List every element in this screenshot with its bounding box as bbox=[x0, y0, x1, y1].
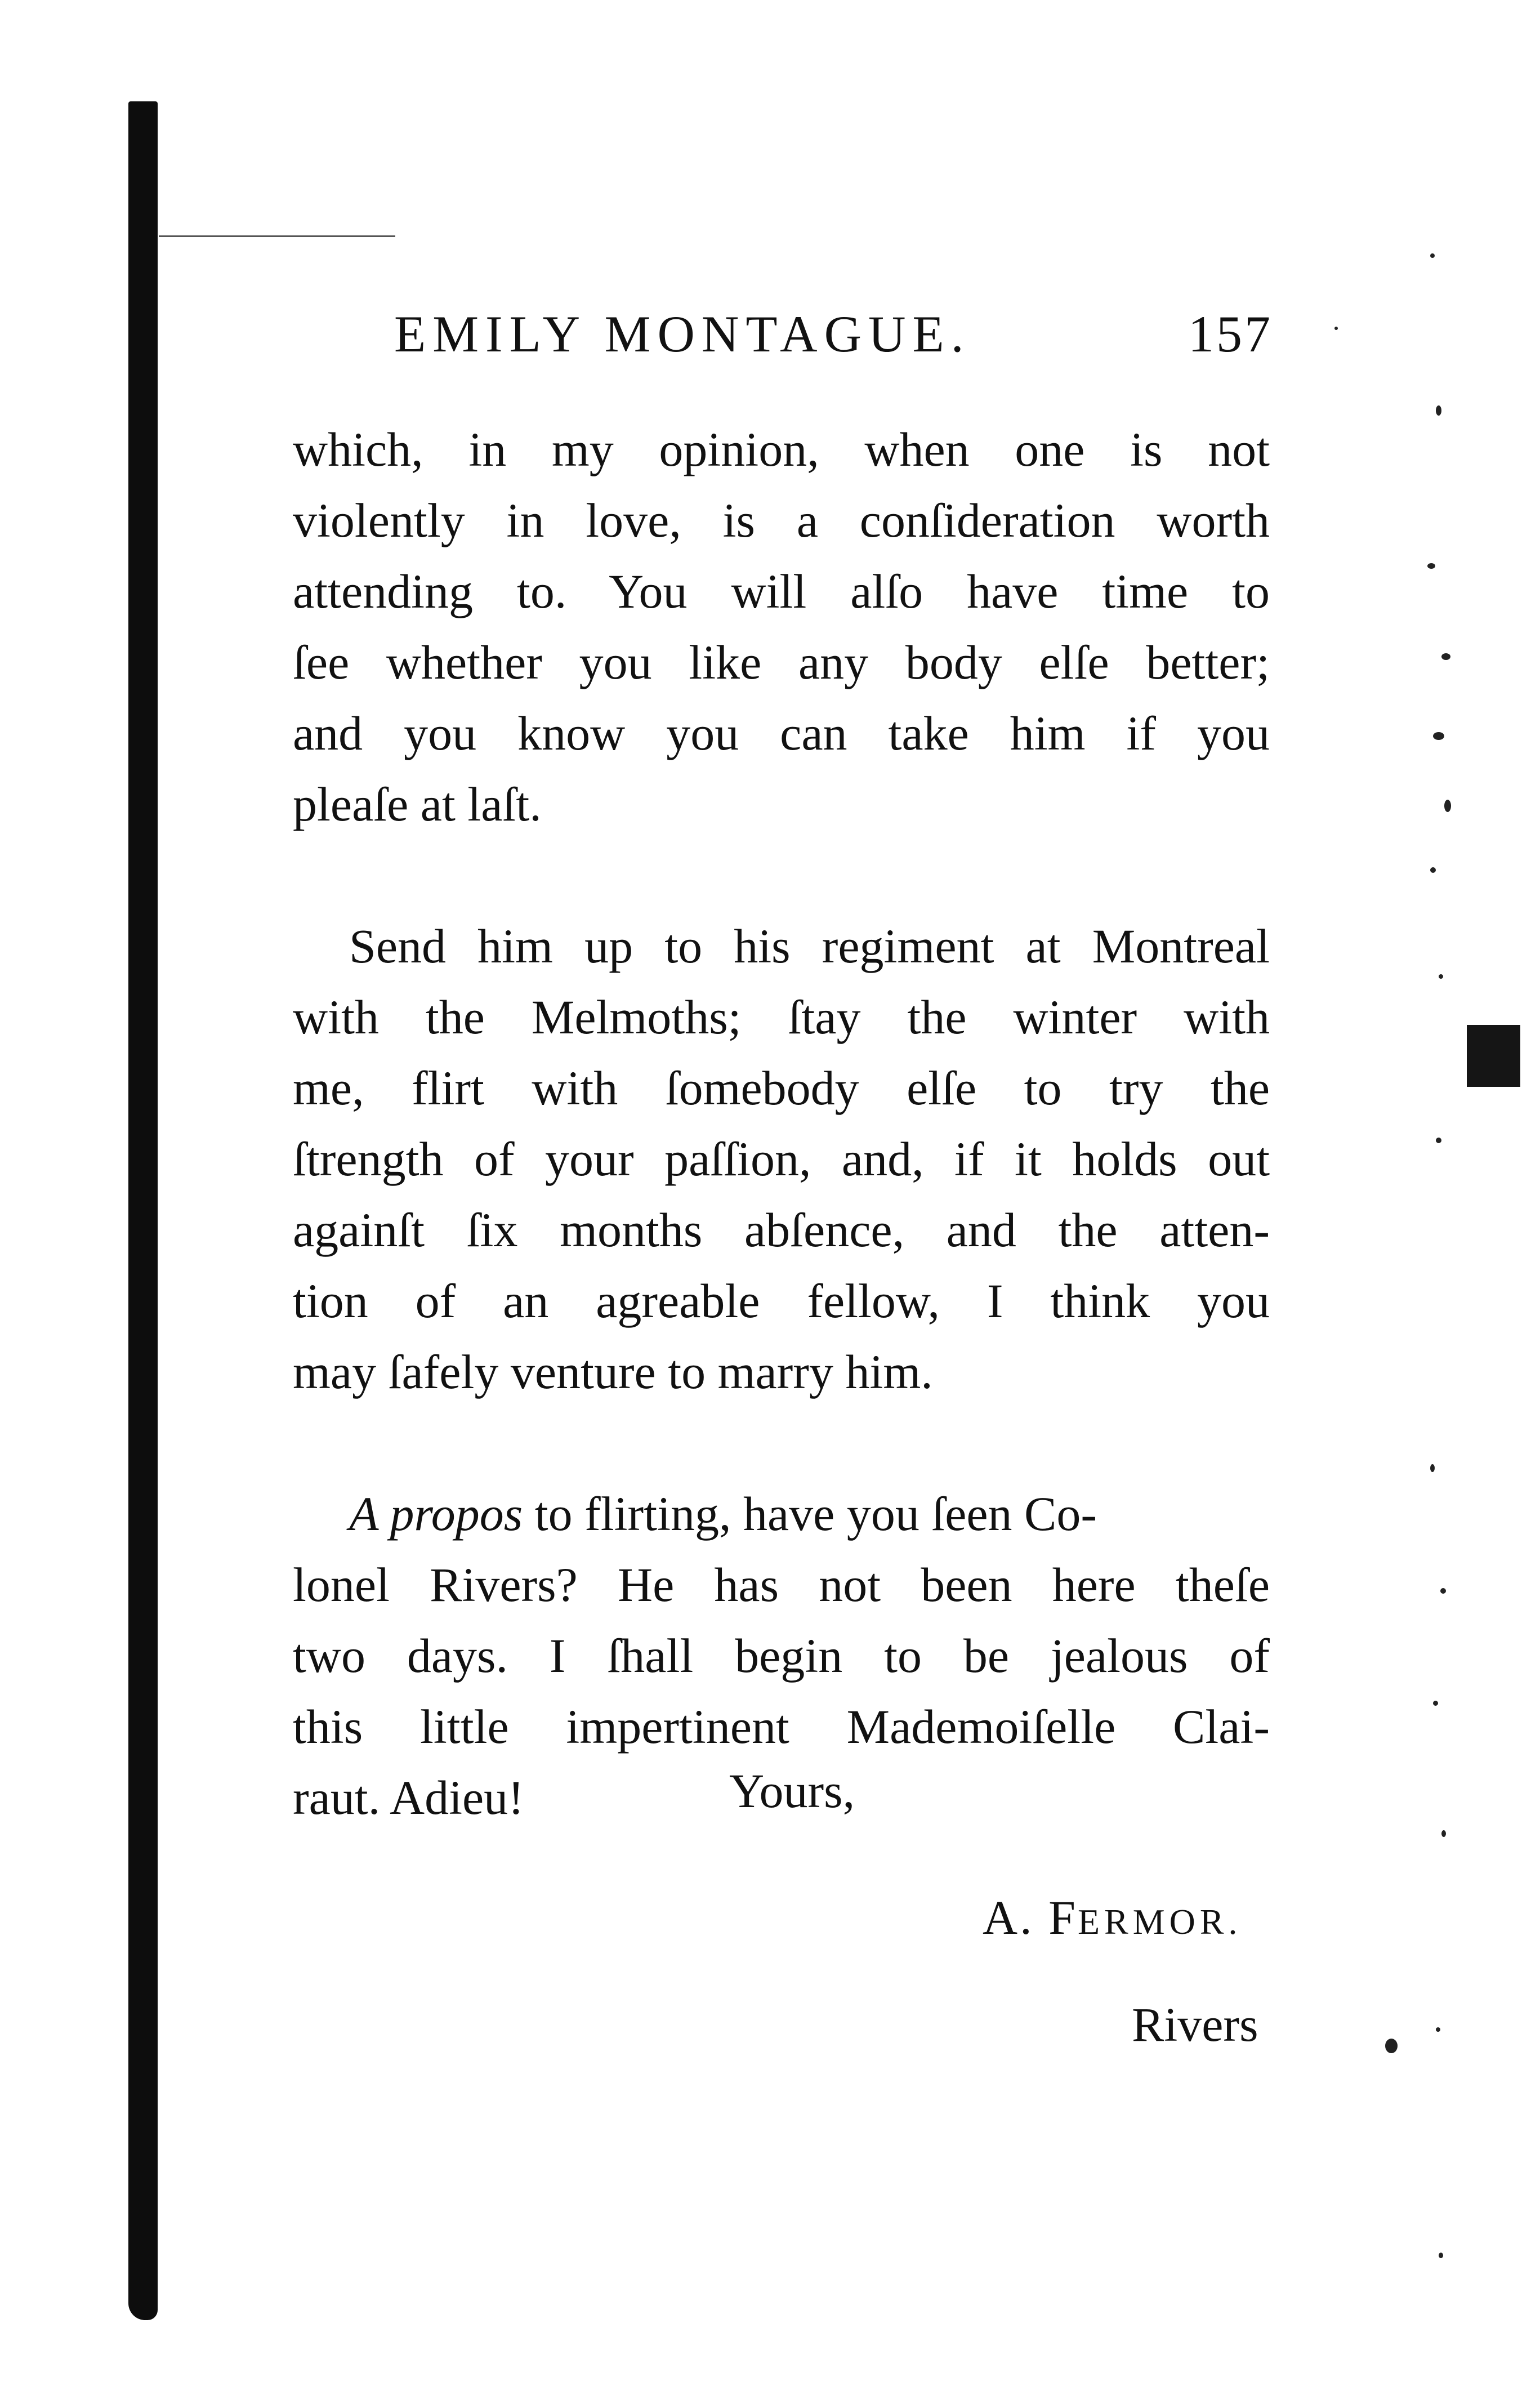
text-line: Send him up to his regiment at Montreal bbox=[349, 919, 1270, 973]
paragraph-2 bbox=[293, 911, 1270, 1407]
closing-salutation: Yours, bbox=[729, 1764, 855, 1818]
running-head-title: EMILY MONTAGUE. bbox=[394, 305, 971, 363]
text-line: againſt ſix months abſence, and the atten- bbox=[293, 1203, 1270, 1257]
ink-speck bbox=[1334, 327, 1338, 330]
italic-phrase: A propos bbox=[349, 1487, 523, 1541]
text-line: raut. Adieu! bbox=[293, 1771, 524, 1825]
text-line: two days. I ſhall begin to be jealous of bbox=[293, 1629, 1270, 1683]
text-line: me, flirt with ſomebody elſe to try the bbox=[293, 1061, 1270, 1115]
text-line: tion of an agreable fellow, I think you bbox=[293, 1274, 1270, 1328]
text-line: with the Melmoths; ſtay the winter with bbox=[293, 990, 1270, 1044]
text-line: pleaſe at laſt. bbox=[293, 777, 542, 831]
text-line bbox=[293, 1478, 1270, 1549]
text-line: which, in my opinion, when one is not bbox=[293, 422, 1270, 476]
text-line: lonel Rivers? He has not been here theſe bbox=[293, 1558, 1270, 1612]
text-line: this little impertinent Mademoiſelle Clai- bbox=[293, 1700, 1270, 1754]
text-line: attending to. You will alſo have time to bbox=[293, 564, 1270, 618]
paragraph-1 bbox=[293, 414, 1270, 840]
binding-edge-shadow bbox=[128, 101, 158, 2320]
catchword: Rivers bbox=[1132, 1997, 1258, 2052]
body-text bbox=[293, 414, 1270, 1833]
text-line: may ſafely venture to marry him. bbox=[293, 1345, 933, 1399]
running-head bbox=[394, 304, 1273, 366]
page-edge-noise bbox=[1413, 169, 1498, 2309]
text-span: to flirting, have you ſeen Co- bbox=[523, 1487, 1097, 1541]
scan-margin-mark bbox=[1467, 1025, 1520, 1087]
page-number: 157 bbox=[1188, 305, 1273, 363]
text-line: violently in love, is a conſideration worth bbox=[293, 493, 1270, 547]
signature-initial: A. F bbox=[983, 1890, 1078, 1945]
scan-rule-line bbox=[159, 235, 395, 237]
text-line: and you know you can take him if you bbox=[293, 706, 1270, 760]
signature bbox=[983, 1889, 1242, 1946]
text-line: ſee whether you like any body elſe better; bbox=[293, 635, 1270, 689]
ink-speck bbox=[1385, 2039, 1398, 2053]
text-line: ſtrength of your paſſion, and, if it holds out bbox=[293, 1132, 1270, 1186]
signature-small-caps: ERMOR. bbox=[1077, 1902, 1242, 1942]
